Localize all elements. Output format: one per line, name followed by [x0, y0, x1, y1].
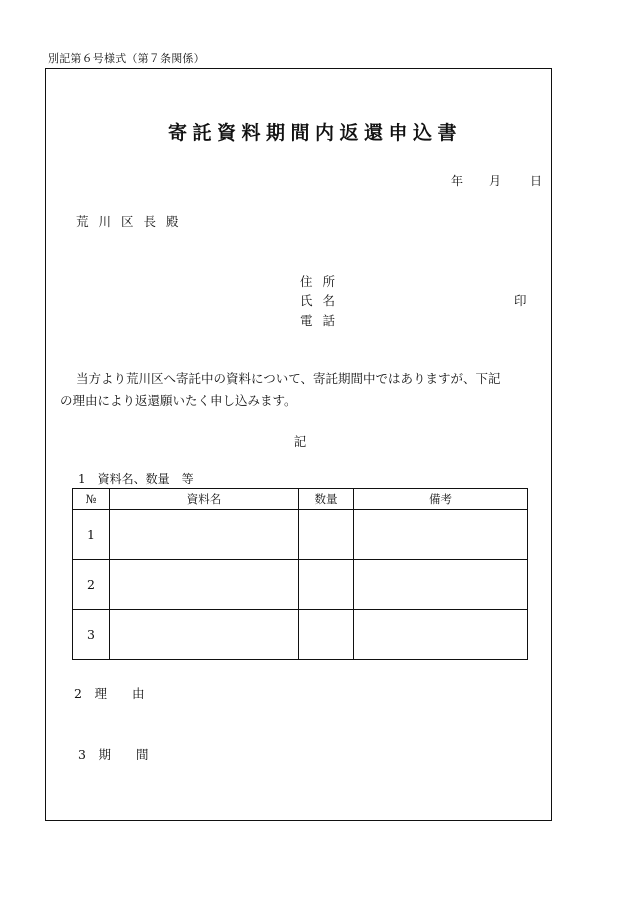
row-qty: [299, 610, 354, 660]
address-label: 住所: [300, 274, 346, 289]
table-row: [73, 560, 528, 610]
section-3-heading: 3 期 間: [78, 747, 149, 762]
row-remarks: [354, 510, 528, 560]
form-label: 別記第６号様式（第７条関係）: [48, 52, 205, 65]
row-qty: [299, 510, 354, 560]
materials-table: [72, 488, 528, 660]
phone-label: 電話: [300, 313, 346, 328]
row-no: 3: [73, 610, 110, 660]
section-2-heading: 2 理 由: [74, 686, 145, 701]
row-name: [110, 610, 299, 660]
row-remarks: [354, 610, 528, 660]
row-name: [110, 510, 299, 560]
request-text: [60, 368, 501, 412]
seal-label: 印: [514, 293, 527, 308]
header-qty: 数量: [299, 489, 354, 510]
table-header-row: [73, 489, 528, 510]
section-1-heading: 1 資料名、数量 等: [78, 472, 194, 486]
request-text-line-2: の理由により返還願いたく申し込みます。: [60, 393, 297, 408]
date-year-label: 年: [451, 174, 464, 188]
document-title: 寄託資料期間内返還申込書: [167, 122, 462, 144]
date-day-label: 日: [530, 174, 543, 188]
ki-heading: 記: [293, 434, 307, 449]
row-name: [110, 560, 299, 610]
row-no: 2: [73, 560, 110, 610]
table-row: [73, 610, 528, 660]
request-text-line-1: 当方より荒川区へ寄託中の資料について、寄託期間中ではありますが、下記: [76, 371, 501, 386]
header-remarks: 備考: [354, 489, 528, 510]
date-month-label: 月: [489, 174, 502, 188]
row-qty: [299, 560, 354, 610]
header-no: №: [73, 489, 110, 510]
row-no: 1: [73, 510, 110, 560]
row-remarks: [354, 560, 528, 610]
table-row: [73, 510, 528, 560]
name-label: 氏名: [300, 293, 346, 308]
addressee: 荒川区長殿: [76, 214, 189, 229]
header-name: 資料名: [110, 489, 299, 510]
